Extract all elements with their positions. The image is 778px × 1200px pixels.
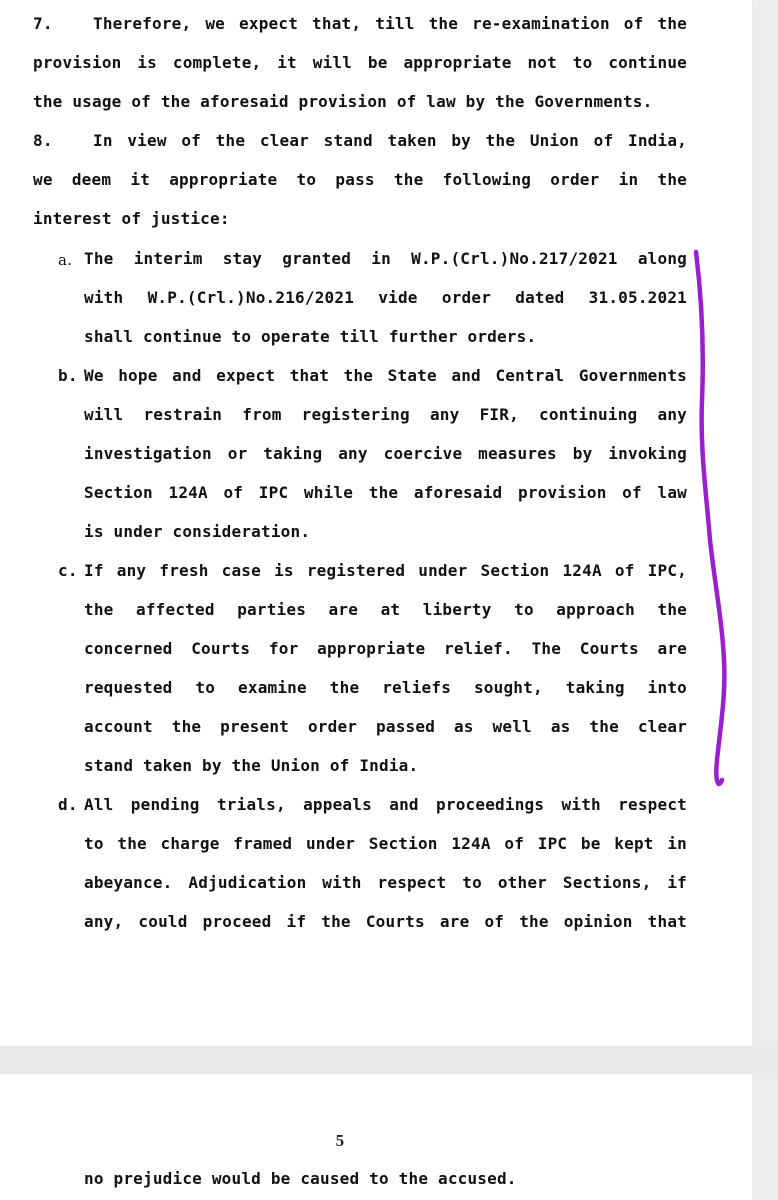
- continuation-line: no prejudice would be caused to the accused.: [84, 1169, 517, 1188]
- page-5: [0, 1074, 752, 1200]
- paragraph-7-text: Therefore, we expect that, till the re-examination of the: [93, 14, 687, 33]
- item-b-line-1: We hope and expect that the State and Central Governments: [84, 366, 687, 385]
- paragraph-7-line-1: [33, 12, 687, 36]
- item-a-line-3: shall continue to operate till further orders.: [84, 327, 537, 346]
- item-a-line-1: The interim stay granted in W.P.(Crl.)No.217/2021 along: [84, 249, 687, 268]
- item-b-line-4: Section 124A of IPC while the aforesaid provision of law: [84, 483, 687, 502]
- paragraph-8-line-2: we deem it appropriate to pass the following order in the: [33, 170, 687, 189]
- item-d-line-2: to the charge framed under Section 124A of IPC be kept in: [84, 834, 687, 853]
- item-c-line-4: requested to examine the reliefs sought, taking into: [84, 678, 687, 697]
- bracket-stroke: [696, 252, 724, 784]
- item-b-line-3: investigation or taking any coercive measures by invoking: [84, 444, 687, 463]
- item-c-marker: c.: [58, 561, 78, 580]
- item-b-marker: b.: [58, 366, 78, 385]
- paragraph-8-number: 8.: [33, 131, 53, 150]
- item-c-line-1: If any fresh case is registered under Section 124A of IPC,: [84, 561, 687, 580]
- item-b-line-5: is under consideration.: [84, 522, 311, 541]
- item-c-line-6: stand taken by the Union of India.: [84, 756, 419, 775]
- paragraph-8-text: In view of the clear stand taken by the Union of India,: [93, 131, 687, 150]
- paragraph-7-line-2: provision is complete, it will be appropriate not to continue: [33, 53, 687, 72]
- item-d-line-3: abeyance. Adjudication with respect to other Sections, if: [84, 873, 687, 892]
- page-number: 5: [335, 1131, 345, 1150]
- paragraph-8-line-3: interest of justice:: [33, 209, 230, 228]
- page-separator: [0, 1046, 778, 1074]
- paragraph-8-line-1: [33, 129, 687, 153]
- item-c-line-5: account the present order passed as well as the clear: [84, 717, 687, 736]
- item-a-marker: a.: [58, 251, 73, 269]
- item-b-line-2: will restrain from registering any FIR, continuing any: [84, 405, 687, 424]
- item-c-line-3: concerned Courts for appropriate relief. The Courts are: [84, 639, 687, 658]
- item-a-line-2: with W.P.(Crl.)No.216/2021 vide order dated 31.05.2021: [84, 288, 687, 307]
- item-c-line-2: the affected parties are at liberty to approach the: [84, 600, 687, 619]
- purple-bracket-annotation: [680, 240, 740, 800]
- paragraph-7-line-3: the usage of the aforesaid provision of law by the Governments.: [33, 92, 653, 111]
- item-d-line-4: any, could proceed if the Courts are of the opinion that: [84, 912, 687, 931]
- paragraph-7-number: 7.: [33, 14, 53, 33]
- item-d-line-1: All pending trials, appeals and proceedings with respect: [84, 795, 687, 814]
- item-d-marker: d.: [58, 795, 78, 814]
